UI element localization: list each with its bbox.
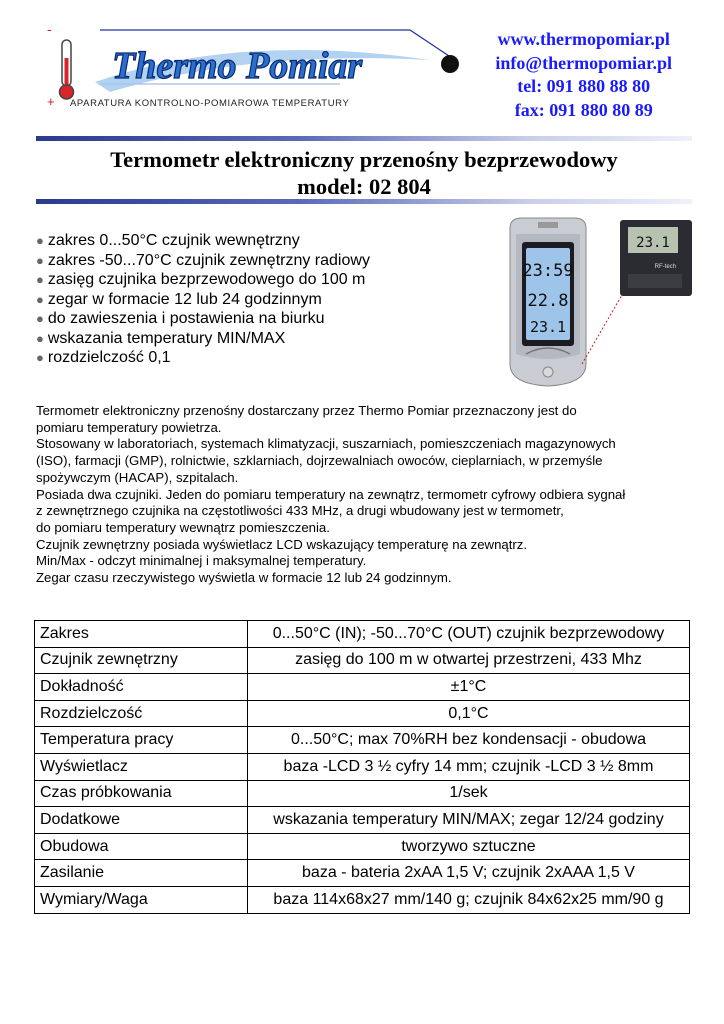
spec-value: 1/sek — [248, 780, 690, 807]
spec-key: Czujnik zewnętrzny — [35, 647, 248, 674]
header-divider — [36, 136, 692, 141]
feature-item: ● zakres 0...50°C czujnik wewnętrzny — [36, 231, 370, 251]
table-row — [35, 727, 690, 754]
base-temp-2: 23.1 — [529, 318, 567, 336]
description-line: Zegar czasu rzeczywistego wyświetla w formacie 12 lub 24 godzinnym. — [36, 570, 452, 586]
spec-key: Temperatura pracy — [35, 727, 248, 754]
table-row — [35, 833, 690, 860]
specs-table — [34, 620, 690, 914]
spec-value: 0,1°C — [248, 700, 690, 727]
description-line: (ISO), farmacji (GMP), rolnictwie, szklarniach, dojrzewalniach owoców, cieplarniach, w przemyśle — [36, 453, 603, 469]
spec-key: Zakres — [35, 621, 248, 648]
contact-block — [495, 28, 672, 122]
spec-value: zasięg do 100 m w otwartej przestrzeni, 433 Mhz — [248, 647, 690, 674]
description-line: Posiada dwa czujniki. Jeden do pomiaru temperatury na zewnątrz, termometr cyfrowy odbiera sygnał — [36, 486, 626, 502]
description-line: Min/Max - odczyt minimalnej i maksymalnej temperatury. — [36, 553, 367, 569]
fax-number: fax: 091 880 80 89 — [514, 99, 653, 120]
sensor-brand: RF-tech — [654, 264, 676, 270]
table-row — [35, 674, 690, 701]
feature-item: ● rozdzielczość 0,1 — [36, 348, 370, 368]
spec-value: baza - bateria 2xAA 1,5 V; czujnik 2xAAA 1,5 V — [248, 860, 690, 887]
table-row — [35, 700, 690, 727]
spec-value: 0...50°C (IN); -50...70°C (OUT) czujnik bezprzewodowy — [248, 621, 690, 648]
spec-key: Dokładność — [35, 674, 248, 701]
svg-text:+: + — [47, 94, 55, 109]
spec-key: Zasilanie — [35, 860, 248, 887]
description-line: do pomiaru temperatury wewnątrz pomieszczenia. — [36, 519, 330, 535]
spec-value: baza -LCD 3 ½ cyfry 14 mm; czujnik -LCD 3 ½ 8mm — [248, 753, 690, 780]
table-row — [35, 807, 690, 834]
feature-item: ● wskazania temperatury MIN/MAX — [36, 329, 370, 349]
spec-key: Rozdzielczość — [35, 700, 248, 727]
base-time: 23:59 — [522, 261, 574, 281]
table-row — [35, 753, 690, 780]
email-link[interactable]: info@thermopomiar.pl — [495, 52, 672, 73]
logo-name: Thermo Pomiar — [112, 45, 363, 87]
spec-key: Obudowa — [35, 833, 248, 860]
svg-text:-: - — [47, 22, 52, 37]
feature-item: ● zegar w formacie 12 lub 24 godzinnym — [36, 290, 370, 310]
description-line: spożywczym (HACAP), szpitalach. — [36, 469, 239, 485]
spec-value: ±1°C — [248, 674, 690, 701]
spec-value: tworzywo sztuczne — [248, 833, 690, 860]
base-temp-1: 22.8 — [527, 291, 569, 311]
description — [36, 403, 696, 587]
table-row — [35, 621, 690, 648]
spec-value: 0...50°C; max 70%RH bez kondensacji - obudowa — [248, 727, 690, 754]
title-divider — [36, 199, 692, 204]
phone-number: tel: 091 880 88 80 — [517, 76, 651, 96]
table-row — [35, 860, 690, 887]
spec-key: Wymiary/Waga — [35, 886, 248, 913]
feature-item: ● zakres -50...70°C czujnik zewnętrzny radiowy — [36, 251, 370, 271]
description-line: Czujnik zewnętrzny posiada wyświetlacz LCD wskazujący temperaturę na zewnątrz. — [36, 536, 528, 552]
spec-value: wskazania temperatury MIN/MAX; zegar 12/24 godziny — [248, 807, 690, 834]
product-title: Termometr elektroniczny przenośny bezprzewodowy — [110, 147, 618, 172]
base-unit — [510, 218, 586, 386]
spec-key: Wyświetlacz — [35, 753, 248, 780]
logo-tagline: APARATURA KONTROLNO-POMIAROWA TEMPERATURY — [70, 98, 350, 109]
company-logo — [40, 22, 460, 114]
sensor-reading: 23.1 — [636, 235, 670, 251]
website-link[interactable]: www.thermopomiar.pl — [497, 29, 670, 49]
table-row — [35, 780, 690, 807]
product-model: model: 02 804 — [297, 174, 431, 199]
description-line: z zewnętrznego czujnika na częstotliwości 433 MHz, a drugi wbudowany jest w termometr, — [36, 503, 564, 519]
description-line: Termometr elektroniczny przenośny dostarczany przez Thermo Pomiar przeznaczony jest do — [36, 403, 577, 418]
feature-item: ● zasięg czujnika bezprzewodowego do 100 m — [36, 270, 370, 290]
description-line: Stosowany w laboratoriach, systemach klimatyzacji, suszarniach, pomieszczeniach magazynowych — [36, 436, 616, 452]
spec-key: Dodatkowe — [35, 807, 248, 834]
thermometer-icon — [47, 22, 74, 109]
feature-item: ● do zawieszenia i postawienia na biurku — [36, 309, 370, 329]
remote-sensor — [620, 220, 692, 296]
description-line: pomiaru temperatury powietrza. — [36, 419, 222, 435]
product-photo — [498, 214, 698, 390]
spec-value: baza 114x68x27 mm/140 g; czujnik 84x62x25 mm/90 g — [248, 886, 690, 913]
table-row — [35, 647, 690, 674]
feature-list — [36, 231, 370, 368]
spec-key: Czas próbkowania — [35, 780, 248, 807]
table-row — [35, 886, 690, 913]
